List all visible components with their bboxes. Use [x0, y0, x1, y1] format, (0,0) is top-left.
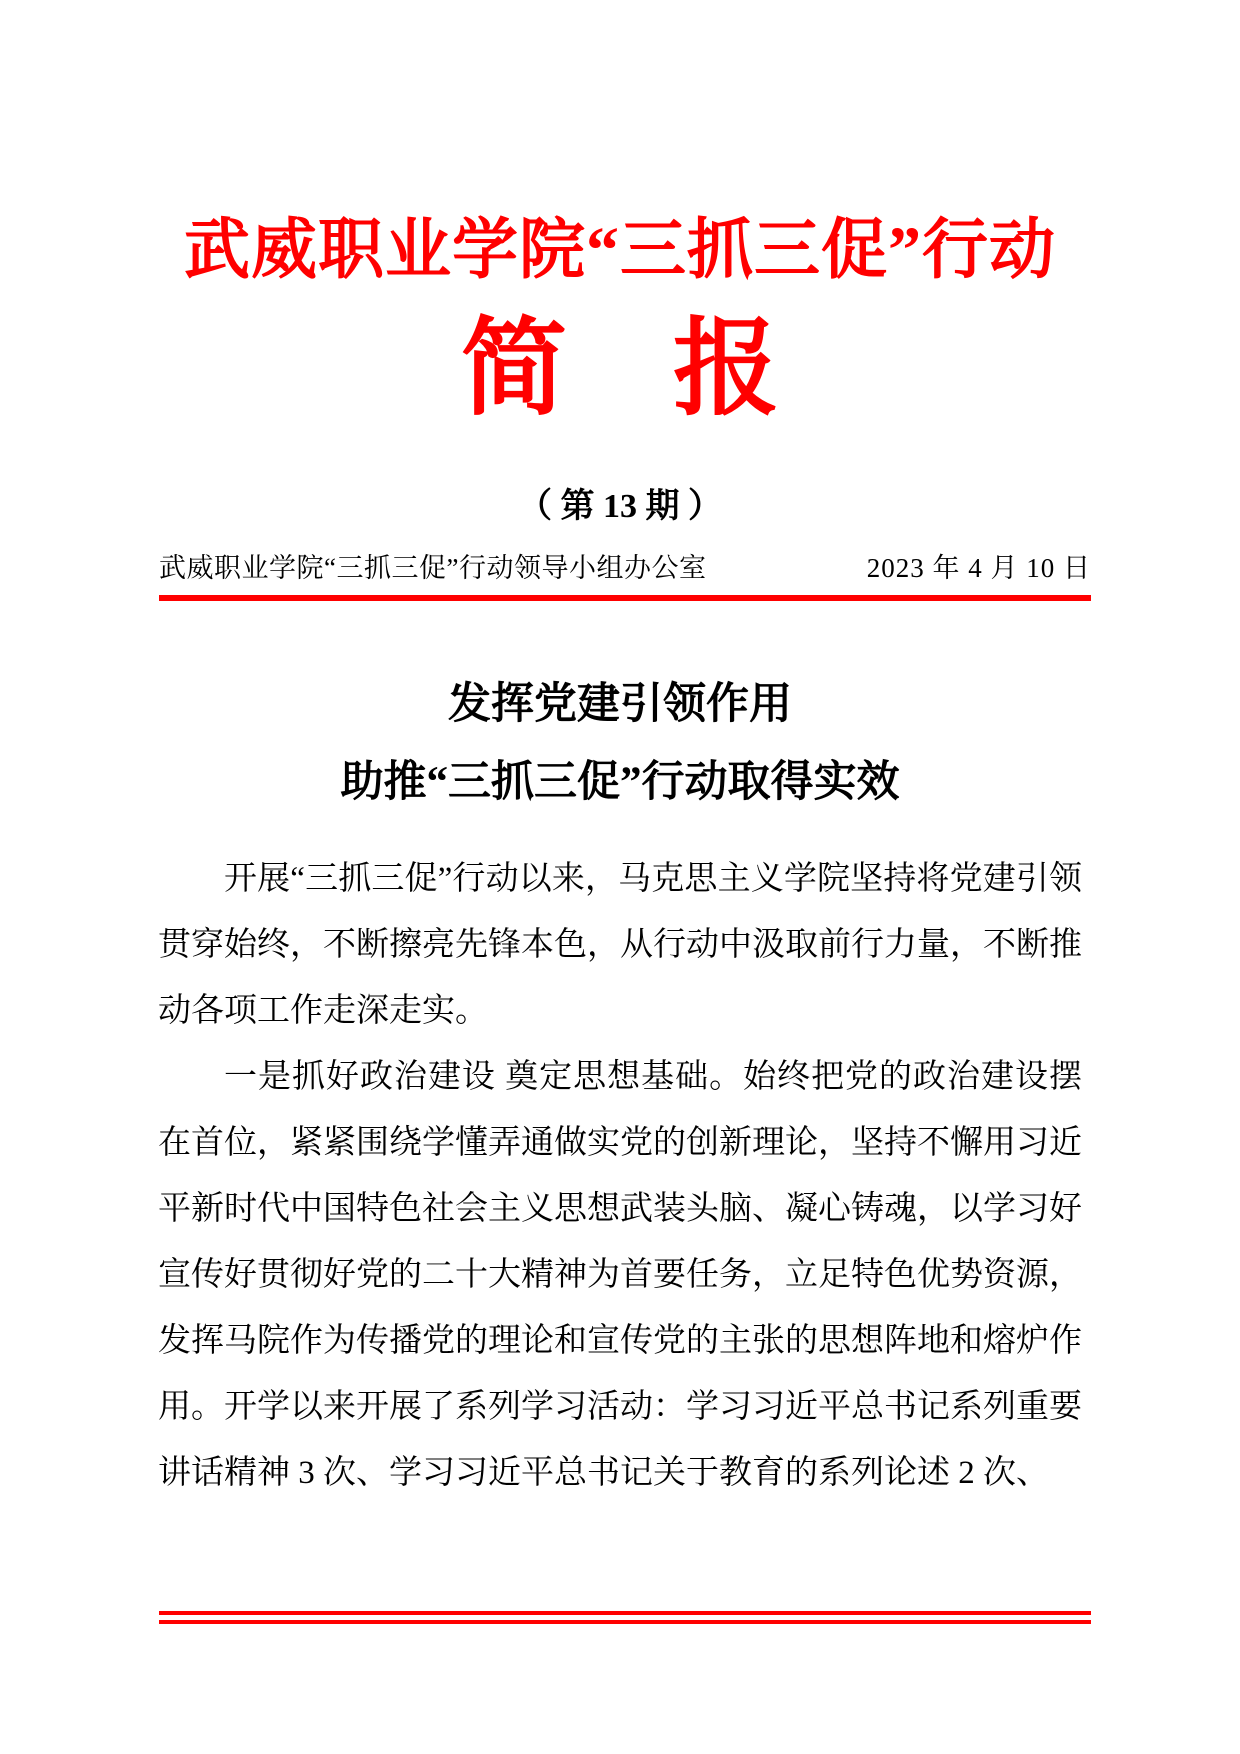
body-paragraph: 一是抓好政治建设 奠定思想基础。始终把党的政治建设摆在首位，紧紧围绕学懂弄通做实党的创新理论，坚持不懈用习近平新时代中国特色社会主义思想武装头脑、凝心铸魂，以学习好宣传好贯彻好党的二十大精神为首要任务，立足特色优势资源，发挥马院作为传播党的理论和宣传党的主张的思想阵地和熔炉作用。开学以来开展了系列学习活动：学习习近平总书记系列重要讲话精神 3 次、学习习近平总书记关于教育的系列论述 2 次、 [158, 1059, 1082, 1491]
masthead-info-row [159, 546, 1091, 601]
issuing-office: 武威职业学院“三抓三促”行动领导小组办公室 [159, 553, 707, 583]
footer-double-rule [159, 1611, 1091, 1624]
article-body [158, 846, 1082, 1506]
body-paragraph: 开展“三抓三促”行动以来，马克思主义学院坚持将党建引领贯穿始终，不断擦亮先锋本色，从行动中汲取前行力量，不断推动各项工作走深走实。 [158, 861, 1082, 1029]
issue-number: （ 第 13 期 ） [518, 488, 722, 525]
article-title-line2: 助推“三抓三促”行动取得实效 [340, 759, 900, 806]
masthead-title: 武威职业学院“三抓三促”行动 [184, 214, 1056, 287]
article-title-line1: 发挥党建引领作用 [448, 681, 792, 728]
issue-date: 2023 年 4 月 10 日 [866, 553, 1091, 583]
article-title [0, 666, 1240, 822]
bulletin-name: 简 报 [461, 311, 779, 428]
